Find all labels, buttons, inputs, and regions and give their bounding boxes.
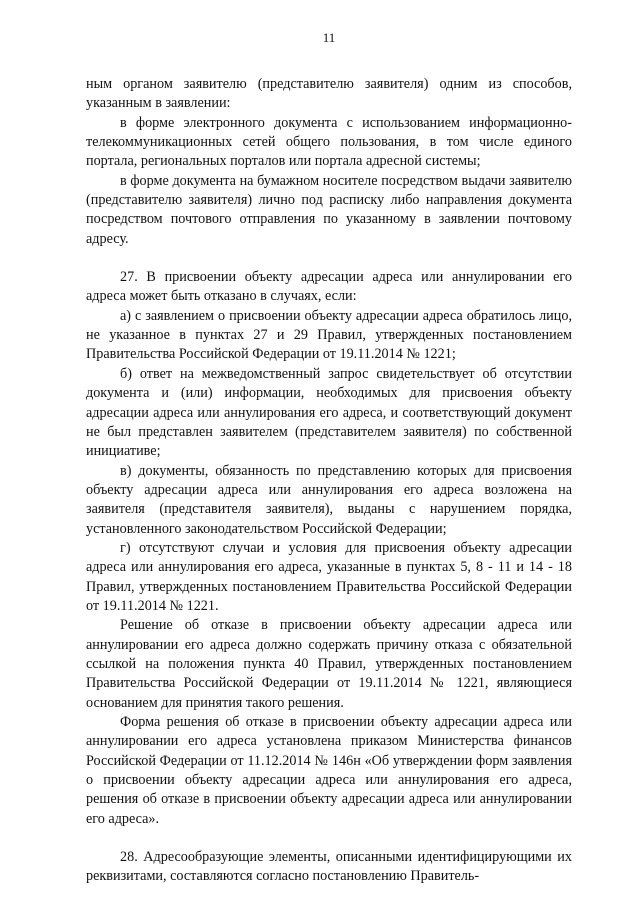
paragraph-paper-form: в форме документа на бумажном носителе посредством выдачи заявителю (представителю заявителя) лично под расписку либо направления документа посредством почтового отправления по указанному в заявлении почтовому адресу.	[86, 172, 572, 247]
paragraph-item-27-b: б) ответ на межведомственный запрос свидетельствует об отсутствии документа и (или) информации, необходимых для присвоения объекту адресации адреса или аннулирования его адреса, и соответствующий документ не был представлен заявителем (представителем заявителя) по собственной инициативе;	[86, 365, 572, 460]
paragraph-electronic-form: в форме электронного документа с использованием информационно-телекоммуникационных сетей общего пользования, в том числе единого портала, региональных порталов или портала адресной системы;	[86, 114, 572, 170]
paragraph-item-27: 27. В присвоении объекту адресации адреса или аннулировании его адреса может быть отказано в случаях, если:	[86, 269, 572, 305]
page-number: 11	[322, 30, 336, 45]
paragraph-refusal-reason: Решение об отказе в присвоении объекту адресации адреса или аннулировании его адреса должно содержать причину отказа с обязательной ссылкой на положения пункта 40 Правил, утвержденных постановлением Правительства Российской Федерации от 19.11.2014 № 1221, являющиеся основанием для принятия такого решения.	[86, 617, 572, 711]
paragraph-item-28: 28. Адресообразующие элементы, описанными идентифицирующими их реквизитами, составляются согласно постановлению Правитель-	[86, 849, 572, 885]
paragraph-item-27-g: г) отсутствуют случаи и условия для присвоения объекту адресации адреса или аннулирования его адреса, указанные в пунктах 5, 8 - 11 и 14 - 18 Правил, утвержденных постановлением Правительства Российской Федерации от 19.11.2014 № 1221.	[86, 539, 572, 614]
paragraph-item-27-v: в) документы, обязанность по представлению которых для присвоения объекту адресации адреса или аннулирования его адреса возложена на заявителя (представителя заявителя), выданы с нарушением порядка, установленного законодательством Российской Федерации;	[86, 462, 572, 537]
paragraph-item-27-a: а) с заявлением о присвоении объекту адресации адреса обратилось лицо, не указанное в пунктах 27 и 29 Правил, утвержденных постановлением Правительства Российской Федерации от 19.11.2014 № 1221;	[86, 307, 572, 363]
paragraph-refusal-form: Форма решения об отказе в присвоении объекту адресации адреса или аннулировании его адреса установлена приказом Министерства финансов Российской Федерации от 11.12.2014 № 146н «Об утверждении форм заявления о присвоении объекту адресации адреса или аннулирования его адреса, решения об отказе в присвоении объекту адресации адреса или аннулировании его адреса».	[86, 714, 572, 827]
paragraph-continuation: ным органом заявителю (представителю заявителя) одним из способов, указанным в заявлении:	[86, 76, 572, 112]
document-page	[86, 30, 572, 887]
